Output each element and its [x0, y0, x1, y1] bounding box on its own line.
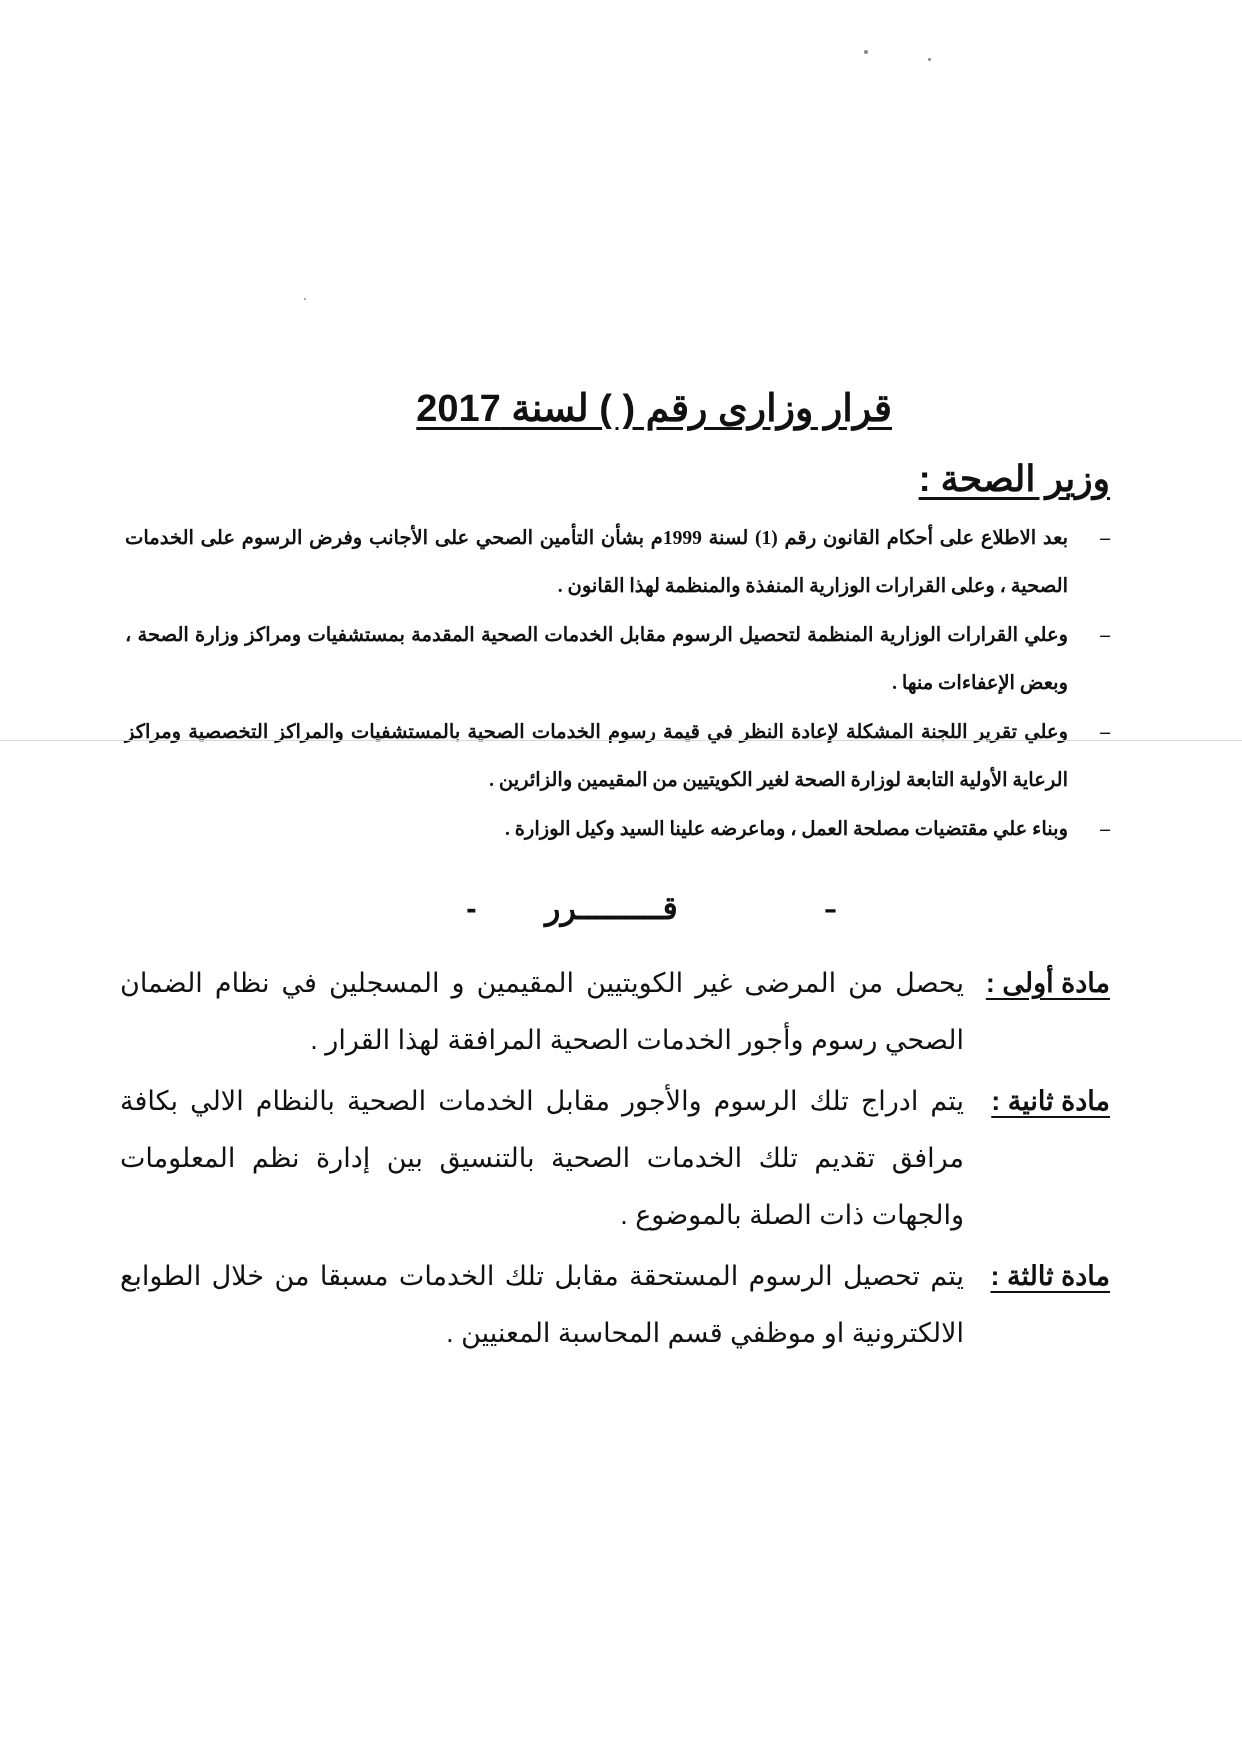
decision-right-mark: – — [824, 895, 837, 925]
decision-left-mark: - — [466, 895, 477, 925]
article-2 — [120, 1073, 1110, 1244]
preamble-text: وبناء علي مقتضيات مصلحة العمل ، وماعرضه علينا السيد وكيل الوزارة . — [504, 819, 1068, 840]
article-text: يحصل من المرضى غير الكويتيين المقيمين و المسجلين في نظام الضمان الصحي رسوم وأجور الخدمات الصحية المرافقة لهذا القرار . — [120, 968, 964, 1055]
preamble-text: وعلي تقرير اللجنة المشكلة لإعادة النظر في قيمة رسوم الخدمات الصحية بالمستشفيات والمراكز التخصصية ومراكز الرعاية الأولية التابعة لوزارة الصحة لغير الكويتيين من المقيمين والزائرين . — [125, 722, 1068, 791]
decision-word: قـــــــــرر — [545, 890, 678, 926]
article-1 — [120, 955, 1110, 1069]
scan-speck — [304, 298, 306, 300]
preamble-list — [125, 515, 1110, 856]
scan-speck — [864, 50, 868, 54]
preamble-item — [125, 515, 1110, 610]
scan-fold-line — [0, 740, 1242, 741]
bullet-dash: – — [1100, 625, 1110, 646]
article-label: مادة أولى : — [985, 968, 1110, 998]
bullet-dash: – — [1100, 528, 1110, 549]
article-text: يتم ادراج تلك الرسوم والأجور مقابل الخدمات الصحية بالنظام الالي بكافة مرافق تقديم تلك الخدمات الصحية بالتنسيق بين إدارة نظم المعلومات والجهات ذات الصلة بالموضوع . — [120, 1086, 964, 1230]
bullet-dash: – — [1100, 819, 1110, 840]
article-label: مادة ثالثة : — [990, 1261, 1110, 1291]
bullet-dash: – — [1100, 722, 1110, 743]
preamble-item — [125, 612, 1110, 707]
decision-heading — [0, 890, 1242, 935]
article-label: مادة ثانية : — [991, 1086, 1110, 1116]
article-3 — [120, 1248, 1110, 1362]
preamble-text: وعلي القرارات الوزارية المنظمة لتحصيل الرسوم مقابل الخدمات الصحية المقدمة بمستشفيات ومراكز وزارة الصحة ، وبعض الإعفاءات منها . — [125, 625, 1068, 694]
articles-section — [120, 955, 1110, 1366]
preamble-item — [125, 709, 1110, 804]
scan-speck — [928, 58, 931, 61]
minister-heading: وزير الصحة : — [918, 458, 1110, 499]
article-text: يتم تحصيل الرسوم المستحقة مقابل تلك الخدمات مسبقا من خلال الطوابع الالكترونية او موظفي قسم المحاسبة المعنيين . — [120, 1261, 964, 1348]
preamble-item — [125, 806, 1110, 854]
decree-title: قرار وزارى رقم ( ) لسنة 2017 — [416, 388, 892, 430]
preamble-text: بعد الاطلاع على أحكام القانون رقم (1) لسنة 1999م بشأن التأمين الصحي على الأجانب وفرض الرسوم على الخدمات الصحية ، وعلى القرارات الوزارية المنفذة والمنظمة لهذا القانون . — [125, 528, 1068, 597]
